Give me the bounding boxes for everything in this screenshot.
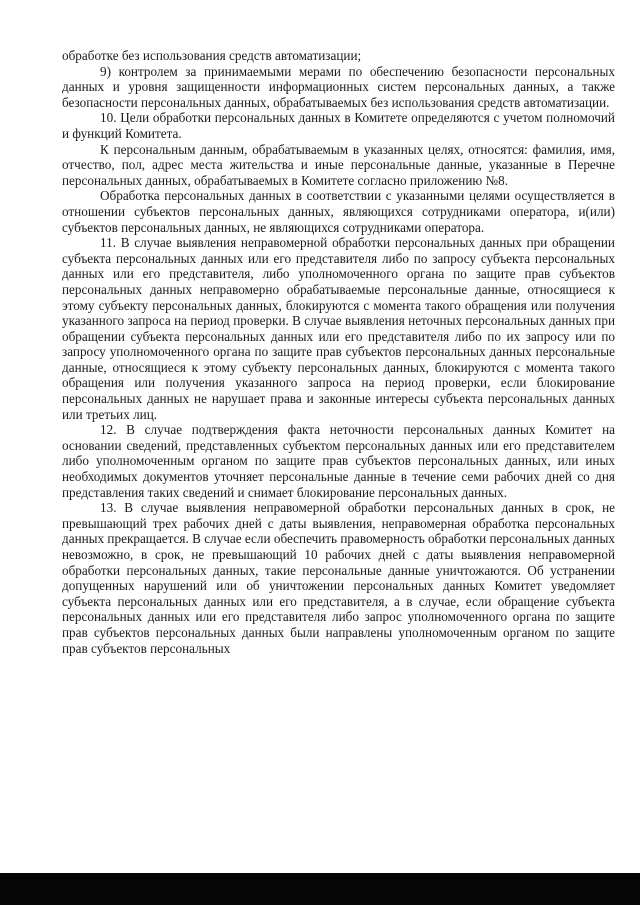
document-body (62, 48, 615, 656)
paragraph-item-10: 10. Цели обработки персональных данных в Комитете определяются с учетом полномочий и функций Комитета. (62, 110, 615, 141)
paragraph-item-9: 9) контролем за принимаемыми мерами по обеспечению безопасности персональных данных и уровня защищенности информационных систем персональных данных, а также безопасности персональных данных, обрабатываемых без использования средств автоматизации. (62, 63, 615, 110)
paragraph-processing-subjects: Обработка персональных данных в соответствии с указанными целями осуществляется в отношении субъектов персональных данных, являющихся сотрудниками оператора, и(или) субъектов персональных данных, не являющихся сотрудниками оператора. (62, 188, 615, 235)
paragraph-item-13: 13. В случае выявления неправомерной обработки персональных данных в срок, не превышающий трех рабочих дней с даты выявления, неправомерная обработка персональных данных прекращается. В случае если обеспечить правомерность обработки персональных данных невозможно, в срок, не превышающий 10 рабочих дней с даты выявления неправомерной обработки персональных данных, такие персональные данные уничтожаются. Об устранении допущенных нарушений или об уничтожении персональных данных Комитет уведомляет субъекта персональных данных или его представителя, а в случае, если обращение субъекта персональных данных или его представителя либо запрос уполномоченного органа по защите прав субъектов персональных данных были направлены уполномоченным органом по защите прав субъектов персональных (62, 500, 615, 656)
scan-border-bar (0, 873, 640, 905)
paragraph-item-12: 12. В случае подтверждения факта неточности персональных данных Комитет на основании сведений, представленных субъектом персональных данных или его представителем либо уполномоченным органом по защите прав субъектов персональных данных, или иных необходимых документов уточняет персональные данные в течение семи рабочих дней со дня представления таких сведений и снимает блокирование персональных данных. (62, 422, 615, 500)
paragraph-item-11: 11. В случае выявления неправомерной обработки персональных данных при обращении субъекта персональных данных или его представителя либо по запросу субъекта персональных данных или его представителя, либо уполномоченного органа по защите прав субъектов персональных данных неправомерно обрабатываемые персональные данные, относящиеся к этому субъекту персональных данных, блокируются с момента такого обращения или получения указанного запроса на период проверки. В случае выявления неточных персональных данных при обращении субъекта персональных данных или его представителя либо по их запросу или по запросу уполномоченного органа по защите прав субъектов персональных данных персональные данные, относящиеся к этому субъекту персональных данных, блокируются с момента такого обращения или получения указанного запроса на период проверки, если блокирование персональных данных не нарушает права и законные интересы субъекта персональных данных или третьих лиц. (62, 235, 615, 422)
paragraph-continuation: обработке без использования средств автоматизации; (62, 48, 362, 63)
paragraph-personal-data-list: К персональным данным, обрабатываемым в указанных целях, относятся: фамилия, имя, отчество, пол, адрес места жительства и иные персональные данные, указанные в Перечне персональных данных, обрабатываемых в Комитете согласно приложению №8. (62, 141, 615, 188)
